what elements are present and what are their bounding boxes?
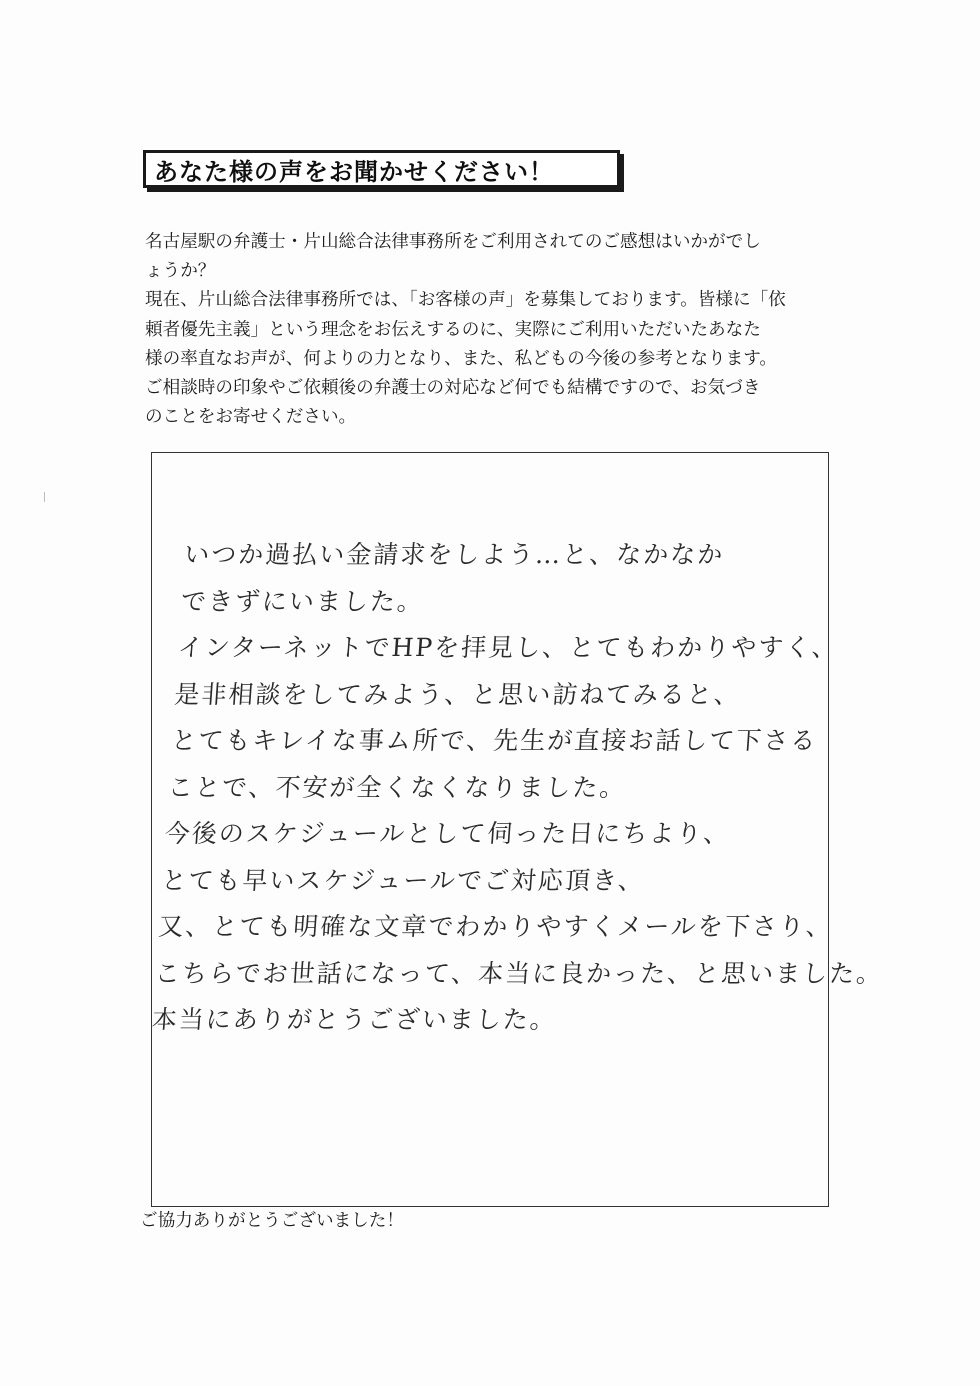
handwritten-response	[150, 532, 885, 1044]
response-line: とても早いスケジュールでご対応頂き、	[160, 865, 647, 895]
page-title: あなた様の声をお聞かせください！	[154, 157, 554, 186]
response-line: いつか過払い金請求をしよう…と、なかなか	[183, 540, 726, 569]
intro-line: のことをお寄せください。	[145, 407, 357, 428]
closing-thanks: ご協力ありがとうございました！	[140, 1211, 404, 1231]
intro-line: 様の率直なお声が、何よりの力となり、また、私どもの今後の参考となります。	[145, 348, 777, 369]
scan-speck	[44, 492, 45, 502]
response-line: 今後のスケジュールとして伺った日にちより、	[163, 819, 732, 848]
intro-line: ょうか？	[145, 261, 216, 282]
intro-line: 名古屋駅の弁護士・片山総合法律事務所をご利用されてのご感想はいかがでし	[145, 232, 761, 252]
response-line: 本当にありがとうございました。	[150, 1005, 558, 1034]
response-line: インターネットでHPを拝見し、とてもわかりやすく、	[176, 633, 840, 662]
title-banner	[143, 150, 620, 188]
intro-line: 現在、片山総合法律事務所では、「お客様の声」を募集しております。皆様に「依	[145, 290, 786, 311]
response-line: とてもキレイな事ム所で、先生が直接お話して下さる	[170, 726, 819, 755]
intro-paragraph	[145, 228, 850, 432]
response-line: できずにいました。	[180, 586, 426, 616]
response-line: ことで、不安が全くなくなりました。	[167, 772, 628, 802]
response-line: 是非相談をしてみよう、と思い訪ねてみると、	[173, 679, 742, 709]
response-line: こちらでお世話になって、本当に良かった、と思いました。	[154, 958, 885, 988]
response-line: 又、とても明確な文章でわかりやすくメールを下さり、	[157, 912, 834, 941]
intro-line: 頼者優先主義」という理念をお伝えするのに、実際にご利用いただいたあなた	[145, 319, 761, 340]
intro-line: ご相談時の印象やご依頼後の弁護士の対応など何でも結構ですので、お気づき	[145, 378, 761, 399]
